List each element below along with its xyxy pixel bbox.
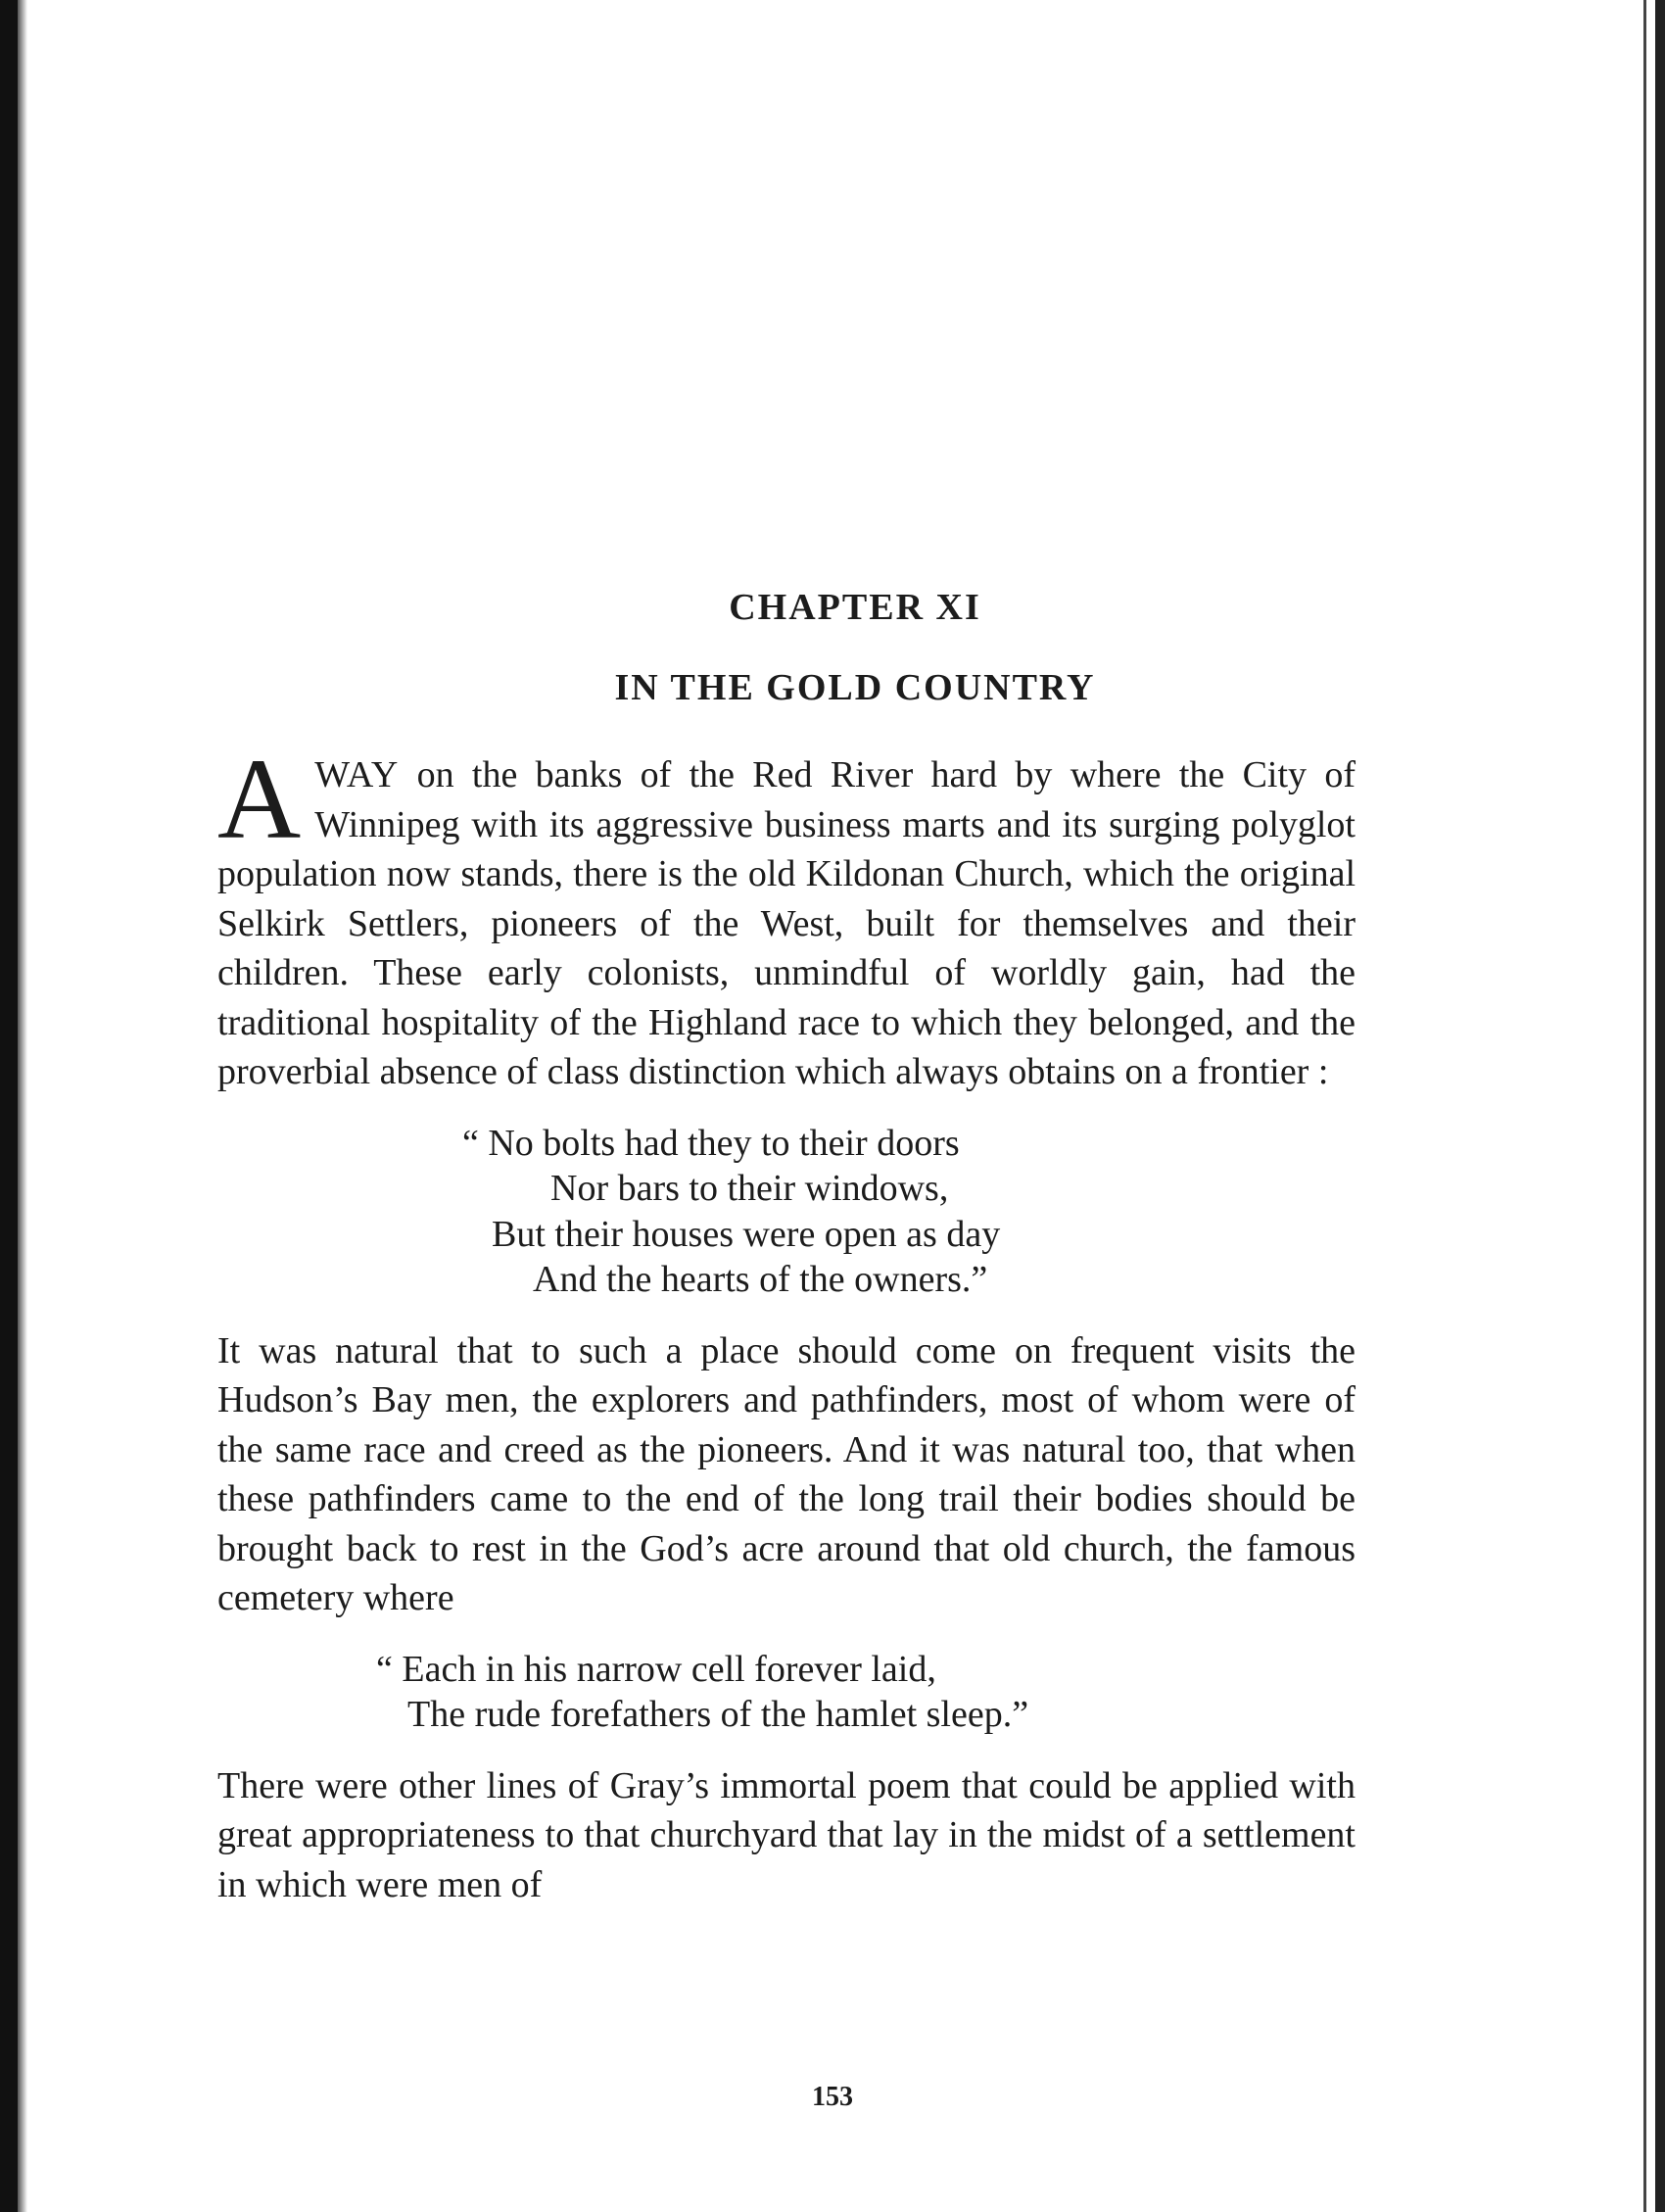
verse-line: “ No bolts had they to their doors	[462, 1122, 960, 1164]
book-page	[217, 578, 1356, 1909]
chapter-title: IN THE GOLD COUNTRY	[614, 667, 1096, 708]
opening-paragraph	[217, 735, 1356, 1097]
verse-line: But their houses were open as day	[492, 1213, 1001, 1255]
page-number: 153	[812, 2082, 853, 2112]
verse-line: And the hearts of the owners.”	[533, 1259, 988, 1300]
drop-cap: A	[217, 735, 302, 863]
scan-right-line	[1643, 0, 1646, 2212]
verse-line: Nor bars to their windows,	[550, 1168, 949, 1209]
opening-text: on the banks of the Red River hard by where the City of Winnipeg with its aggressive business marts and its surging polyglot population now stands, there is the old Kildonan Church, which the original Selkirk Settlers, pioneers of the West, built for themselves and their children. These early colonists, unmindful of worldly gain, had the traditional hospitality of the Highland race to which they belonged, and the proverbial absence of class distinction which always obtains on a frontier :	[217, 754, 1356, 1092]
verse-quote-one	[217, 1121, 1356, 1303]
verse-quote-two	[217, 1647, 1356, 1738]
scan-left-shadow	[18, 0, 27, 2212]
body-paragraph-two: It was natural that to such a place should come on frequent visits the Hudson’s Bay men, the explorers and pathfinders, most of whom were of the same race and creed as the pioneers. And it was natural too, that when these pathfinders came to the end of the long trail their bodies should be brought back to rest in the God’s acre around that old church, the famous cemetery where	[217, 1329, 1356, 1618]
body-paragraph-three: There were other lines of Gray’s immortal poem that could be applied with great appropriateness to that churchyard that lay in the midst of a settlement in which were men of	[217, 1764, 1356, 1905]
scan-left-edge	[0, 0, 18, 2212]
opening-word: WAY	[314, 754, 400, 795]
scan-right-edge	[1655, 0, 1665, 2212]
verse-line: The rude forefathers of the hamlet sleep.”	[407, 1694, 1029, 1735]
verse-line: “ Each in his narrow cell forever laid,	[376, 1648, 936, 1690]
chapter-number: CHAPTER XI	[729, 587, 981, 628]
